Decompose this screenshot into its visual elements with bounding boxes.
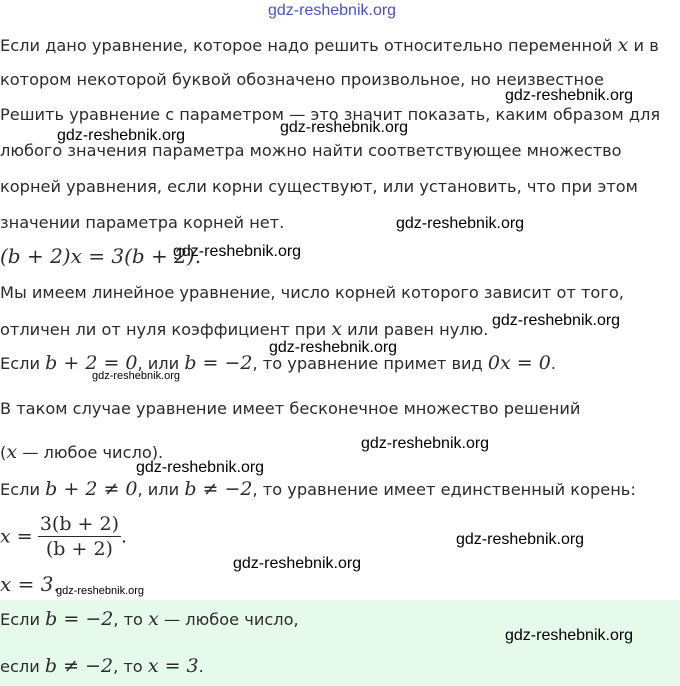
watermark: gdz-reshebnik.org [280,119,409,136]
watermark: gdz-reshebnik.org [361,435,490,452]
text: Если дано уравнение, которое надо решить относительно переменной [0,36,613,55]
math: b = −2 [45,608,114,630]
equation: (b + 2)x = 3(b + 2). [0,244,202,268]
fraction [38,512,121,561]
math: b + 2 = 0 [45,352,138,374]
text: . [198,657,204,676]
paragraph-line [0,478,636,500]
text: , или [137,480,180,499]
watermark: gdz-reshebnik.org [269,339,398,356]
text: , то уравнение примет вид [252,354,483,373]
watermark: gdz-reshebnik.org [56,585,145,597]
watermark: gdz-reshebnik.org [456,531,585,548]
math: x = [0,525,33,548]
text: , или [137,354,180,373]
math-var: x [617,34,629,56]
watermark: gdz-reshebnik.org [505,627,634,644]
watermark: gdz-reshebnik.org [92,370,181,382]
paragraph-line [0,34,659,56]
text: и в [633,36,659,55]
fraction-numerator: 3(b + 2) [39,513,120,535]
paragraph-line: корней уравнения, если корни существуют, или установить, что при этом [0,177,638,196]
math: 0x = 0 [487,352,551,374]
paragraph-line: Решить уравнение с параметром — это значит показать, каким образом для [0,105,661,124]
paragraph-line: любого значения параметра можно найти соответствующее множество [0,141,622,160]
site-watermark-header: gdz-reshebnik.org [268,2,397,19]
text: . [550,354,556,373]
text: ( [0,443,7,462]
text: Если [0,354,40,373]
answer-line [0,608,299,630]
text: Если [0,610,40,629]
watermark: gdz-reshebnik.org [233,555,362,572]
paragraph-line: В таком случае уравнение имеет бесконечное множество решений [0,399,581,418]
text: , то уравнение имеет единственный корень: [252,480,636,499]
watermark: gdz-reshebnik.org [173,243,302,260]
math: b + 2 ≠ 0 [45,478,138,500]
answer-line [0,655,204,677]
watermark: gdz-reshebnik.org [396,215,525,232]
math: x = 3 [147,655,199,677]
paragraph-line: Мы имеем линейное уравнение, число корней которого зависит от того, [0,283,624,302]
math: b ≠ −2 [44,655,114,677]
math: . [121,525,128,548]
paragraph-line [0,318,488,340]
paragraph-line: котором некоторой буквой обозначено произвольное, но неизвестное [0,70,604,89]
fraction-equation [0,512,127,561]
text: или равен нулю. [347,320,489,339]
text: отличен ли от нуля коэффициент при [0,320,327,339]
text: — любое число). [17,443,164,462]
watermark: gdz-reshebnik.org [492,312,621,329]
math: x [148,608,159,630]
watermark: gdz-reshebnik.org [57,127,186,144]
math: b = −2 [184,352,253,374]
watermark: gdz-reshebnik.org [136,459,265,476]
math: b ≠ −2 [184,478,253,500]
fraction-denominator: (b + 2) [45,538,113,560]
math-var: x [6,441,18,463]
math-var: x [331,318,343,340]
text: , то [113,610,143,629]
text: , то [113,657,143,676]
text: Если [0,480,40,499]
text: — любое число, [158,610,299,629]
watermark: gdz-reshebnik.org [505,87,634,104]
equation-result: x = 3. [0,572,60,596]
paragraph-line: значении параметра корней нет. [0,213,285,232]
text: если [0,657,40,676]
